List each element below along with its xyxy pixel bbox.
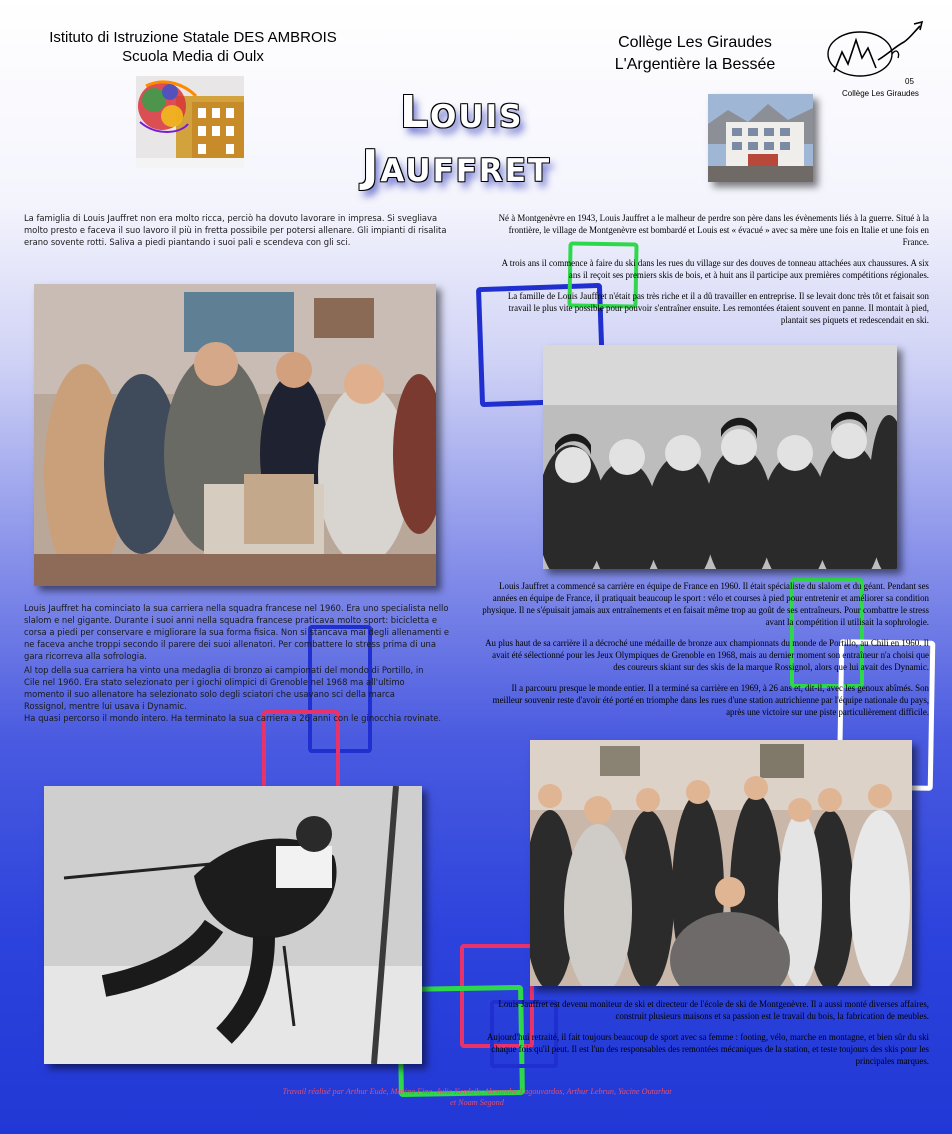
italian-para-3: Al top della sua carriera ha vinto una medaglia di bronzo ai campionati del mondo di Portillo, in Cile nel 1960. Era stato selezionato per i giochi olimpici di Grenoble nel 1968 ma all'ultimo momento il suo allenatore ha selezionato solo degli sciatori che usavano sci della marca Rossignol, mentre lui usava i Dynamic. (24, 665, 424, 711)
french-para-3: La famille de Louis Jauffret n'était pas très riche et il a dû travailler en entreprise. Il se levait donc très tôt et faisait son travail le plus vite possible pour pouvoir s'entraîner ensuite. Les remontées étaient souvent en panne. Il montait à pied, plantait ses piquets et redescendait en ski. (507, 291, 929, 325)
title-line2: Jauffret (362, 141, 552, 192)
italian-para-4: Ha quasi percorso il mondo intero. Ha terminato la sua carriera a 26 anni con le ginocchia rovinate. (24, 713, 442, 723)
french-text-middle (480, 580, 929, 718)
french-para-4: Louis Jauffret a commencé sa carrière en équipe de France en 1960. Il était spécialiste du slalom et du géant. Pendant ses années en équipe de France, il pratiquait beaucoup le sport : vélo et courses à pied pour entretenir et améliorer sa condition physique. Il ne s'épuisait jamais aux entraînements et en faisait même trop au goût de ses entraîneurs. Pour combattre le stress avant la compétition il utilisait la sophrologie. (482, 581, 929, 627)
class-photo-france (530, 740, 912, 986)
credits: Travail réalisé par Arthur Eude, Marina Fine, Julie Kerdo'h, Alexandre Lagouvardos, Arthur Lebrun, Yacine Outarhat et Noam Segond (282, 1087, 672, 1107)
title-line1: Louis (400, 87, 524, 138)
italian-para-1: La famiglia di Louis Jauffret non era molto ricca, perciò ha dovuto lavorare in impresa. Si svegliava molto presto e faceva il suo lavoro il più in fretta possibile per potersi allenare. Gli impianti di risalita erano sovente rotti. Saliva a piedi piantando i suoi pali e scendeva con gli sci. (24, 213, 447, 247)
french-para-2: A trois ans il commence à faire du ski dans les rues du village sur des douves de tonneau attachées aux chaussures. A six ans il reçoit ses premiers skis de bois, et à huit ans il participe aux premières compétitions régionales. (501, 258, 929, 280)
french-para-7: Louis Jauffret est devenu moniteur de ski et directeur de l'école de ski de Montgenèvre. Il a aussi monté diverses affaires, construit plusieurs maisons et sa passion est le travail du bois, la fabrication de meubles. (498, 999, 929, 1021)
french-school-line2: L'Argentière la Bessée (614, 56, 776, 73)
mountain-logo (822, 18, 928, 86)
italian-school-line1: Istituto di Istruzione Statale DES AMBROIS (49, 29, 337, 46)
italian-school-logo (136, 76, 244, 168)
logo-caption: Collège Les Giraudes (842, 89, 919, 98)
italian-para-2: Louis Jauffret ha cominciato la sua carriera nella squadra francese nel 1960. Era uno specialista nello slalom e nel gigante. Durante i suoi anni nella squadra francese praticava molto sport: bicicletta e corsa a piedi per conservare e migliorare la sua forma fisica. Non si stancava mai degli allenamenti e ne faceva anche troppi secondo il parere dei suoi allenatori. Per combattere lo stress prima di una gara ricorreva alla sofrologia. (24, 603, 450, 661)
french-para-6: Il a parcouru presque le monde entier. Il a terminé sa carrière en 1969, à 26 ans et, dit-il, avec les genoux abîmés. Son meilleur souvenir reste d'avoir été porté en triomphe dans les rues d'une station autrichienne par l'équipe nationale du pays, après une victoire sur une piste particulièrement difficile. (492, 683, 929, 717)
class-photo-italy (34, 284, 436, 586)
french-school-name (570, 32, 820, 76)
french-para-5: Au plus haut de sa carrière il a décroché une médaille de bronze aux championnats du monde de Portillo, au Chili en 1960. Il avait été sélectionné pour les Jeux Olympiques de Grenoble en 1968, mais au dernier moment son entraîneur n'a choisi que des coureurs skiant sur des skis de la marque Rossignol, alors que lui avait des Dynamic. (485, 638, 929, 672)
french-school-line1: Collège Les Giraudes (618, 34, 772, 51)
french-text-bottom (480, 998, 929, 1067)
italian-school-name (8, 28, 378, 66)
french-para-8: Aujourd'hui retraité, il fait toujours beaucoup de sport avec sa femme : footing, vélo, marche en montagne, et bien sûr du ski chaque fois qu'il peut. Il est l'un des responsables des remontées mécaniques de la station, et teste toujours des skis pour les principales marques. (486, 1032, 929, 1066)
page-number: 05 (905, 77, 914, 86)
french-school-photo (708, 94, 813, 182)
page-title (300, 86, 640, 194)
skier-photo (44, 786, 422, 1064)
french-para-1: Né à Montgenèvre en 1943, Louis Jauffret a le malheur de perdre son père dans les évènements liés à la guerre. Situé à la frontière, le village de Montgenèvre est bombardé et Louis est « évacué » avec sa mère une fois en Italie et une fois en France. (498, 213, 929, 247)
french-text-top (492, 212, 929, 326)
italian-school-line2: Scuola Media di Oulx (122, 48, 264, 65)
team-photo-bw (543, 345, 897, 569)
